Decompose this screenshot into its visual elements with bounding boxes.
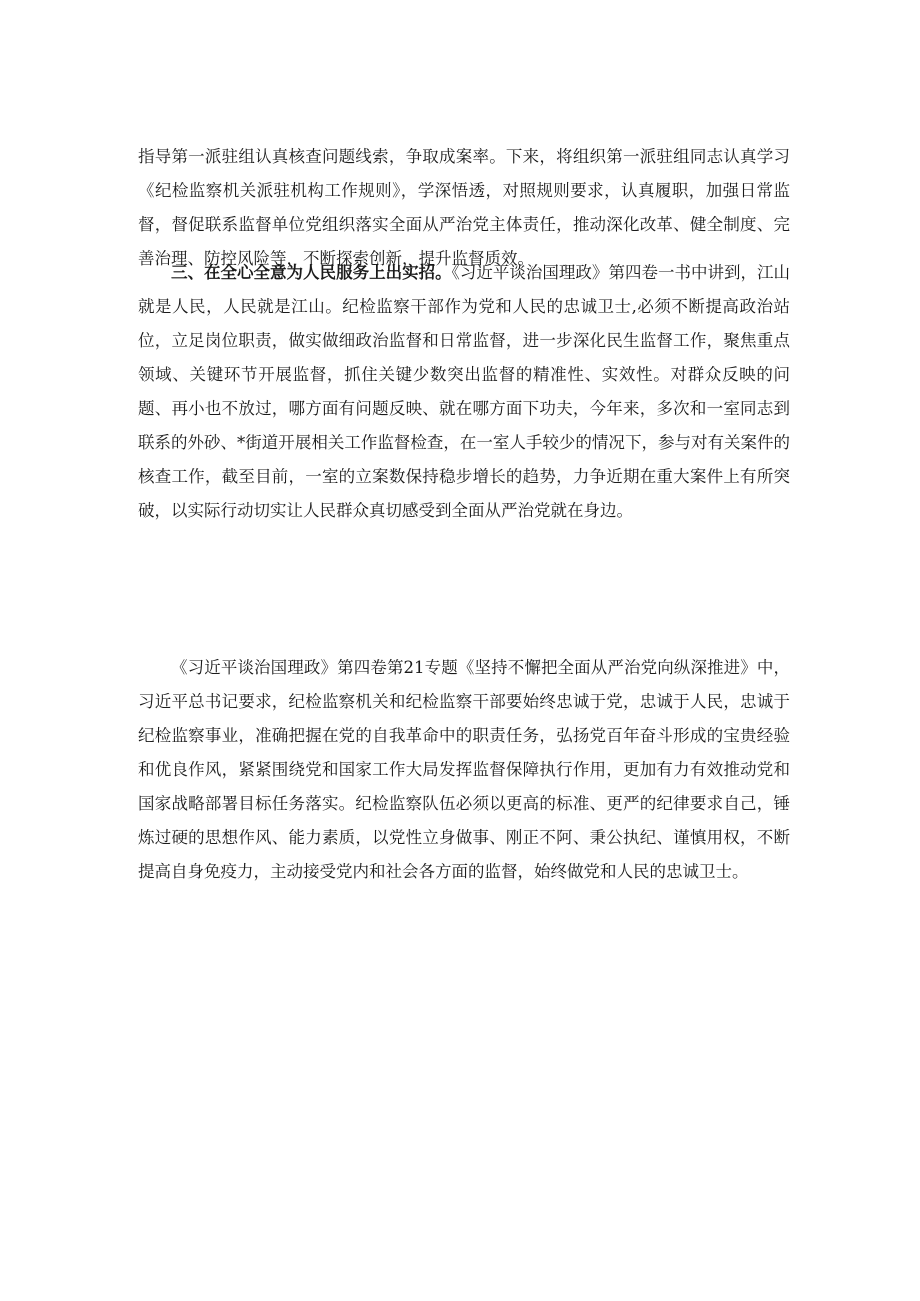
paragraph-section-three: [138, 256, 790, 528]
paragraph-3-text: 《习近平谈治国理政》第四卷第21专题《坚持不懈把全面从严治党向纵深推进》中，习近平总书记要求，纪检监察机关和纪检监察干部要始终忠诚于党，忠诚于人民，忠诚于纪检监察事业，准确把握在党的自我革命中的职责任务，弘扬党百年奋斗形成的宝贵经验和优良作风，紧紧围绕党和国家工作大局发挥监督保障执行作用，更加有力有效推动党和国家战略部署目标任务落实。纪检监察队伍必须以更高的标准、更严的纪律要求自己，锤炼过硬的思想作风、能力素质，以党性立身做事、刚正不阿、秉公执纪、谨慎用权，不断提高自身免疫力，主动接受党内和社会各方面的监督，始终做党和人民的忠诚卫士。: [138, 658, 790, 881]
paragraph-1-text: 指导第一派驻组认真核查问题线索，争取成案率。下来，将组织第一派驻组同志认真学习《纪检监察机关派驻机构工作规则》，学深悟透，对照规则要求，认真履职，加强日常监督，督促联系监督单位党组织落实全面从严治党主体责任，推动深化改革、健全制度、完善治理、防控风险等，不断探索创新，提升监督质效。: [138, 147, 790, 268]
section-three-heading: 三、在全心全意为人民服务上出实招。: [171, 263, 452, 282]
paragraph-closing: [138, 651, 790, 889]
paragraph-2-text: 《习近平谈治国理政》第四卷一书中讲到，江山就是人民，人民就是江山。纪检监察干部作为党和人民的忠诚卫士,必须不断提高政治站位，立足岗位职责，做实做细政治监督和日常监督，进一步深化民生监督工作，聚焦重点领域、关键环节开展监督，抓住关键少数突出监督的精准性、实效性。对群众反映的问题、再小也不放过，哪方面有问题反映、就在哪方面下功夫，今年来，多次和一室同志到联系的外砂、*街道开展相关工作监督检查，在一室人手较少的情况下，参与对有关案件的核查工作，截至目前，一室的立案数保持稳步增长的趋势，力争近期在重大案件上有所突破，以实际行动切实让人民群众真切感受到全面从严治党就在身边。: [138, 263, 791, 520]
